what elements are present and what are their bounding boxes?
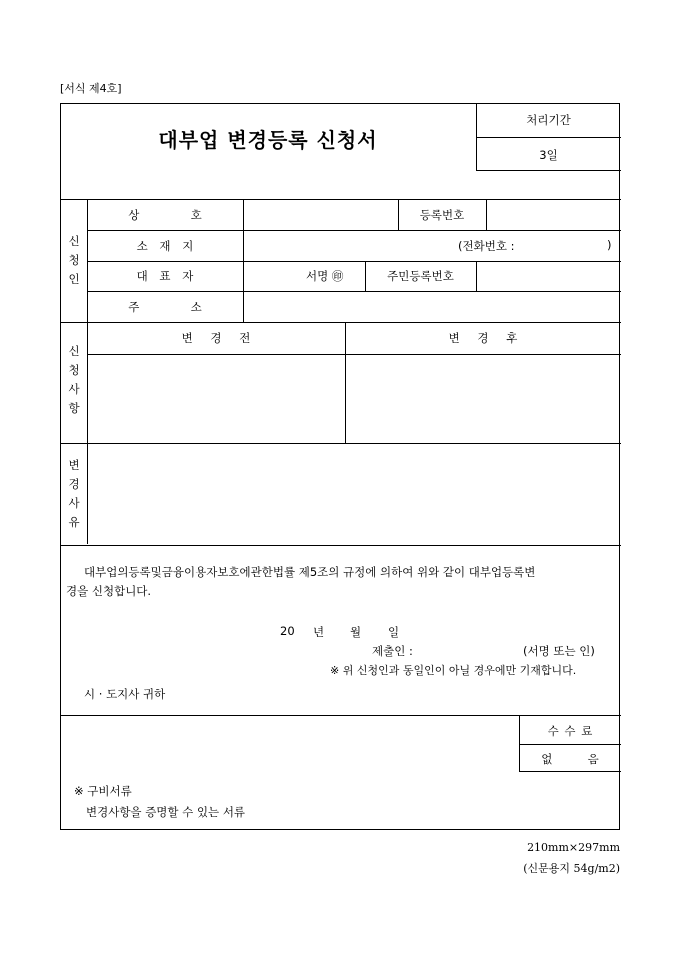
change-items-section-label: 신 청 사 항 [68,344,80,415]
phone-label: (전화번호 : [458,239,515,253]
sign-seal-label: 서명 ㊞ [306,269,344,283]
declaration-line-2: 경을 신청합니다. [66,584,152,598]
fee-value: 없 음 [541,752,599,766]
form-label: [서식 제4호] [60,82,122,95]
form-title: 대부업 변경등록 신청서 [158,128,378,152]
declaration-line-1: 대부업의등록및금융이용자보호에관한법률 제5조의 규정에 의하여 위와 같이 대부업등록변 [84,565,536,579]
processing-period-label: 처리기간 [526,113,571,127]
after-change-label: 변 경 후 [448,331,518,345]
location-label: 소 재 지 [136,239,194,253]
location-field[interactable] [244,231,620,261]
representative-label: 대 표 자 [136,269,194,283]
before-change-label: 변 경 전 [181,331,251,345]
trade-name-label: 상 호 [128,208,202,222]
address-field[interactable] [244,292,620,322]
date-month-unit: 월 [350,625,362,639]
submitter-label: 제출인 : [372,644,413,658]
trade-name-field[interactable] [244,200,398,230]
reg-no-field[interactable] [487,200,620,230]
address-label: 주 소 [128,300,202,314]
phone-close: ) [607,238,612,252]
fee-label: 수 수 료 [547,724,593,738]
date-year-unit: 년 [313,625,325,639]
processing-period-value: 3일 [539,148,558,162]
resident-no-field[interactable] [477,262,620,291]
resident-no-label: 주민등록번호 [387,269,454,283]
paper-spec: (신문용지 54g/m2) [523,862,620,875]
required-documents-item: 변경사항을 증명할 수 있는 서류 [86,805,246,819]
addressee: 시 · 도지사 귀하 [84,687,166,701]
reg-no-label: 등록번호 [419,208,465,222]
required-documents-title: ※ 구비서류 [74,784,132,798]
date-day-unit: 일 [388,625,400,639]
change-reason-section-label: 변 경 사 유 [68,458,80,529]
after-change-field[interactable] [346,355,620,443]
before-change-field[interactable] [88,355,345,443]
date-year: 20 [280,624,295,638]
submitter-note: ※ 위 신청인과 동일인이 아닐 경우에만 기재합니다. [330,664,577,677]
change-reason-field[interactable] [88,444,620,545]
sign-or-seal-note: (서명 또는 인) [523,644,595,658]
paper-size: 210mm×297mm [527,841,620,854]
applicant-section-label: 신 청 인 [68,234,80,286]
representative-field[interactable] [244,262,365,291]
